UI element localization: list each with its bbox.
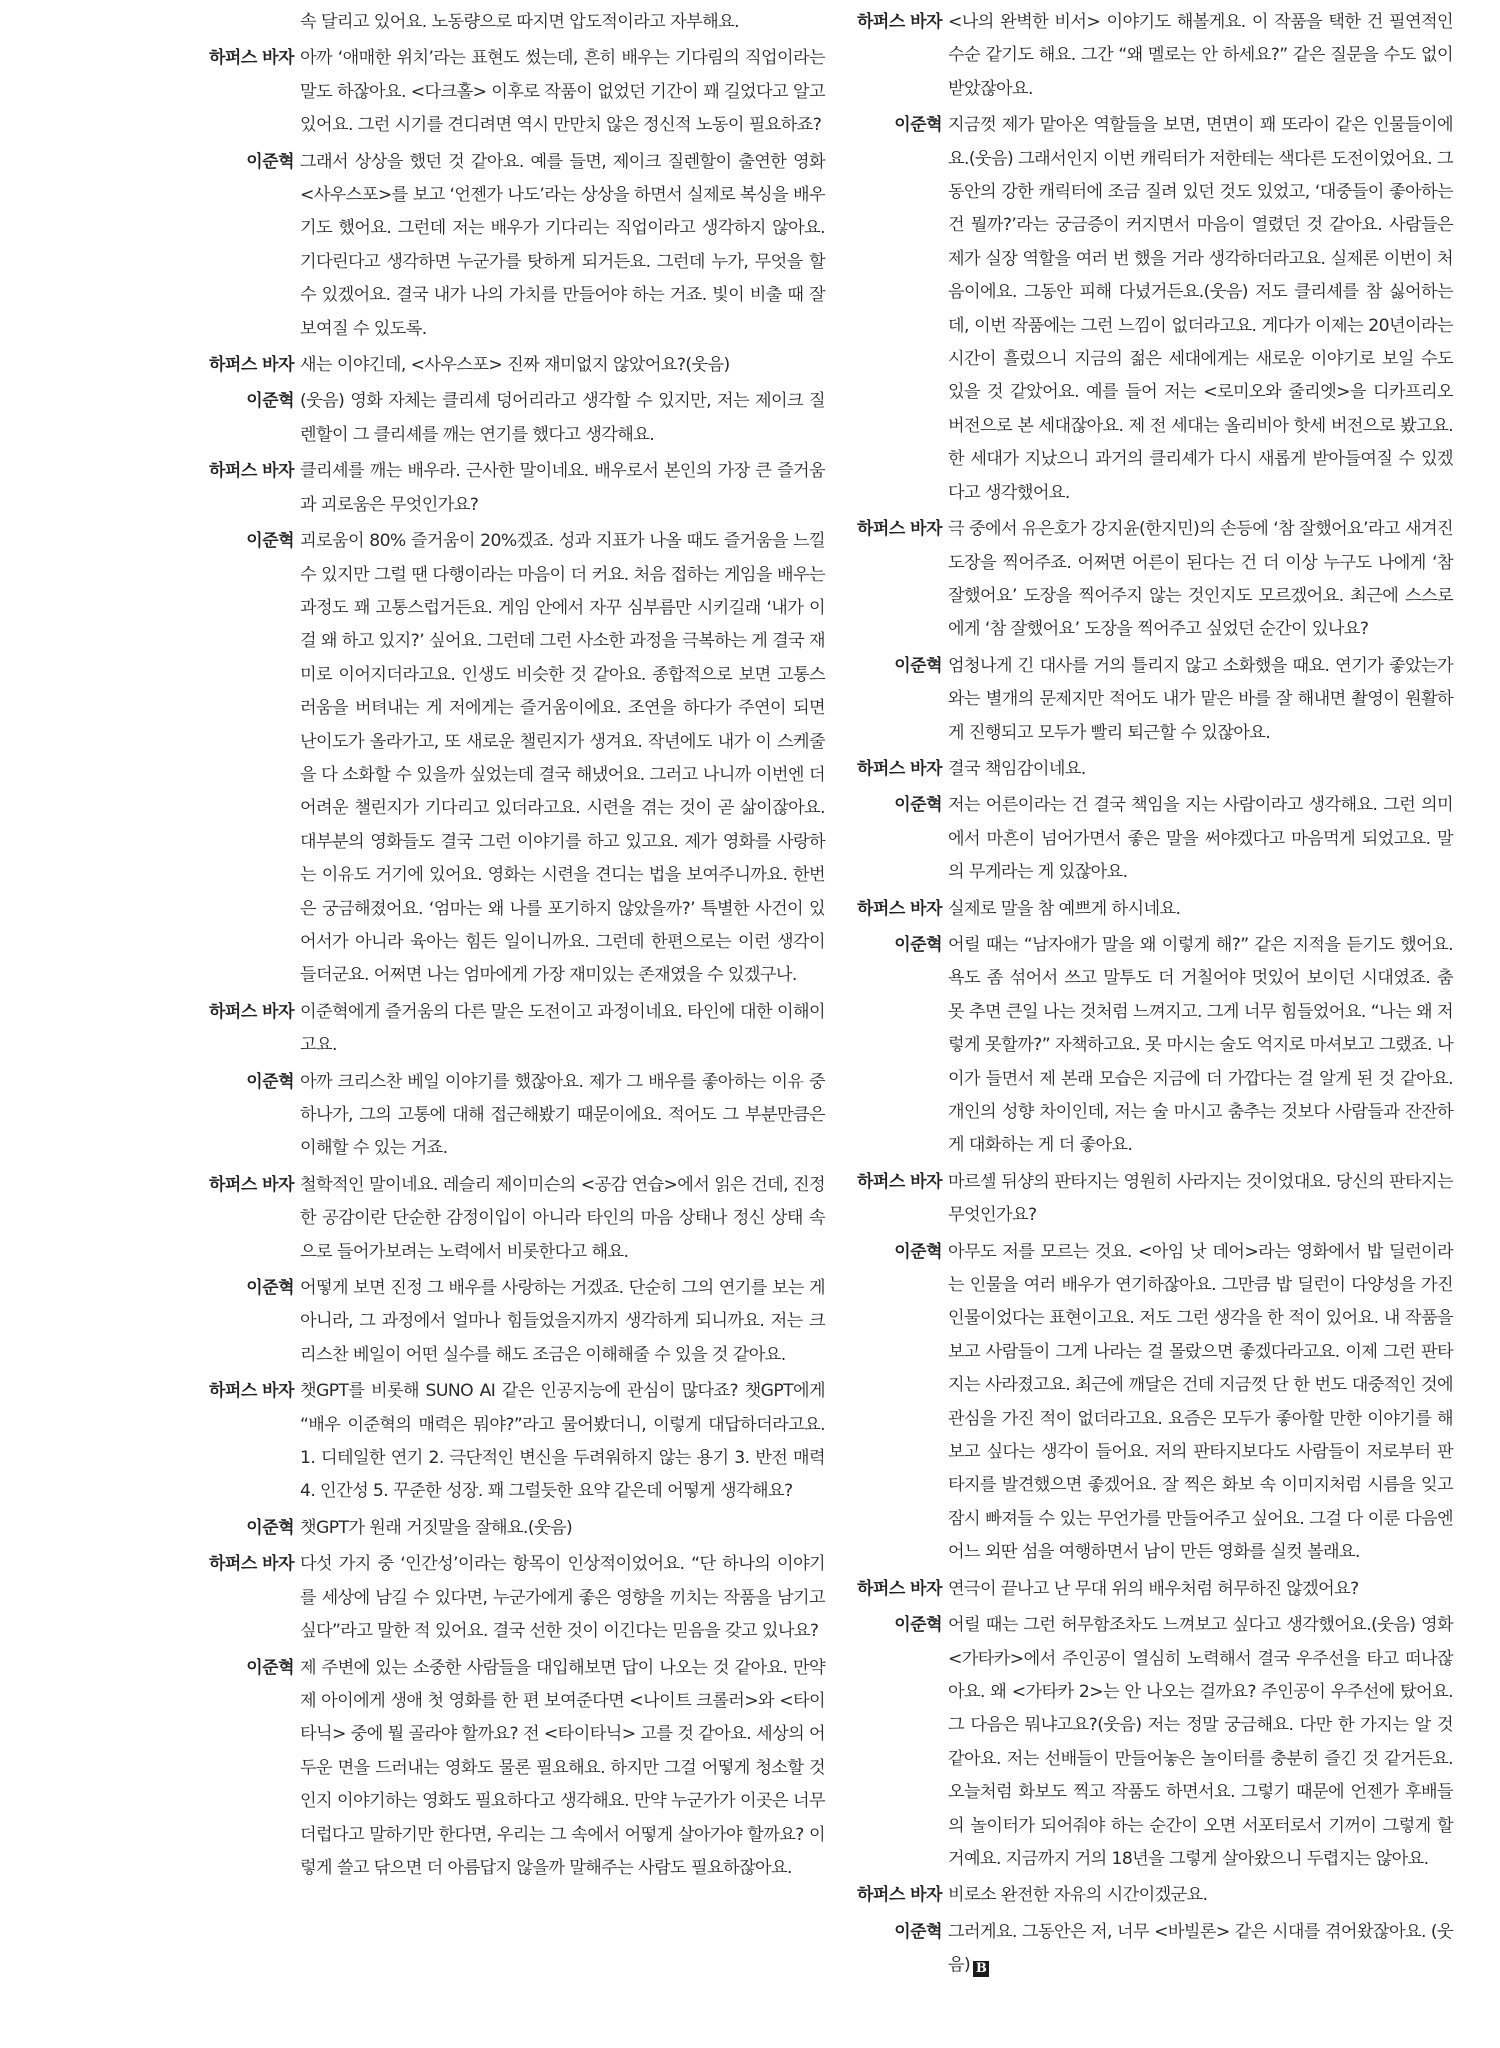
- question-text: [942, 513, 1453, 647]
- turn-text: 극 중에서 유은호가 강지윤(한지민)의 손등에 ‘참 잘했어요’라고 새겨진 도장을 찍어주죠. 어쩌면 어른이 된다는 건 더 이상 누구도 나에게 ‘참 잘했어요’ 도장을 찍어주지 않는 것인지도 모르겠어요. 최근에 스스로에게 ‘참 잘했어요’ 도장을 찍어주고 싶었던 순간이 있나요?: [948, 519, 1453, 640]
- right-turns: [848, 6, 1453, 1983]
- speaker-label-harpers: 하퍼스 바자: [208, 1001, 294, 1022]
- turn-text: 제 주변에 있는 소중한 사람들을 대입해보면 답이 나오는 것 같아요. 만약 제 아이에게 생애 첫 영화를 한 편 보여준다면 <나이트 크롤러>와 <타이타닉> 중에 뭘 골라야 할까요? 전 <타이타닉> 고를 것 같아요. 세상의 어두운 면을 드러내는 영화도 물론 필요해요. 하지만 그걸 어떻게 청소할 것인지 이야기하는 영화도 필요하다고 생각해요. 만약 누군가가 이곳은 너무 더럽다고 말하기만 한다면, 우리는 그 속에서 어떻게 살아가야 할까요? 이렇게 쓸고 닦으면 더 아름답지 않을까 말해주는 사람도 필요하잖아요.: [300, 1657, 825, 1878]
- turn-text: 비로소 완전한 자유의 시간이겠군요.: [948, 1885, 1208, 1906]
- interview-turn: [848, 1916, 1453, 1983]
- answer-text: [294, 1272, 825, 1372]
- turn-text: 아무도 저를 모르는 것요. <아임 낫 데어>라는 영화에서 밥 딜런이라는 인물을 여러 배우가 연기하잖아요. 그만큼 밥 딜런이 다양성을 가진 인물이었다는 표현이고요. 저도 그런 생각을 한 적이 있어요. 내 작품을 보고 사람들이 그게 나라는 걸 몰랐으면 좋겠다라고요. 이제 그런 판타지는 사라졌고요. 최근에 깨달은 건데 지금껏 단 한 번도 대중적인 것에 관심을 가진 적이 없더라고요. 요즘은 모두가 좋아할 만한 이야기를 해보고 싶다는 생각이 들어요. 저의 판타지보다도 사람들이 저로부터 판타지를 발견했으면 좋겠어요. 잘 찍은 화보 속 이미지처럼 시름을 잊고 잠시 빠져들 수 있는 무언가를 만들어주고 싶어요. 그걸 다 이룬 다음엔 어느 외딴 섬을 여행하면서 남이 만든 영화를 실컷 볼래요.: [948, 1241, 1453, 1563]
- interview-turn: [200, 42, 825, 142]
- right-column: [848, 6, 1453, 1986]
- turn-text: 어릴 때는 그런 허무함조차도 느껴보고 싶다고 생각했어요.(웃음) 영화 <가타카>에서 주인공이 열심히 노력해서 결국 우주선을 타고 떠나잖아요. 왜 <가타카 2>는 안 나오는 걸까요? 주인공이 우주선에 탔어요. 그 다음은 뭐냐고요?(웃음) 저는 정말 궁금해요. 다만 한 가지는 알 것 같아요. 저는 선배들이 만들어놓은 놀이터를 충분히 즐긴 것 같거든요. 오늘처럼 화보도 찍고 작품도 하면서요. 그렇기 때문에 언젠가 후배들의 놀이터가 되어줘야 하는 순간이 오면 서포터로서 기꺼이 그렇게 할 거예요. 지금까지 거의 18년을 그렇게 살아왔으니 두렵지는 않아요.: [948, 1615, 1453, 1869]
- question-text: [294, 1169, 825, 1269]
- question-text: [942, 753, 1453, 786]
- speaker-label-harpers: 하퍼스 바자: [208, 1554, 294, 1575]
- continuation-text: 속 달리고 있어요. 노동량으로 따지면 압도적이라고 자부해요.: [300, 12, 739, 32]
- answer-text: [942, 1916, 1453, 1983]
- turn-text: 결국 책임감이네요.: [948, 758, 1086, 779]
- interview-turn: [200, 1512, 825, 1545]
- interview-turn: [200, 1066, 825, 1166]
- interview-turn: [848, 1879, 1453, 1912]
- turn-text: 엄청나게 긴 대사를 거의 틀리지 않고 소화했을 때요. 연기가 좋았는가와는 별개의 문제지만 적어도 내가 맡은 바를 잘 해내면 촬영이 원활하게 진행되고 모두가 빨리 퇴근할 수 있잖아요.: [948, 655, 1453, 743]
- answer-text: [294, 1512, 825, 1545]
- speaker-label-interviewee: 이준혁: [894, 795, 942, 816]
- speaker-label-harpers: 하퍼스 바자: [856, 758, 942, 779]
- turn-text: 철학적인 말이네요. 레슬리 제이미슨의 <공감 연습>에서 읽은 건데, 진정한 공감이란 단순한 감정이입이 아니라 타인의 마음 상태나 정신 상태 속으로 들어가보려는 노력에서 비롯한다고 해요.: [300, 1174, 825, 1262]
- question-text: [294, 996, 825, 1063]
- interview-turn: [848, 109, 1453, 510]
- answer-text: [294, 525, 825, 993]
- turn-text: 괴로움이 80% 즐거움이 20%겠죠. 성과 지표가 나올 때도 즐거움을 느낄 수 있지만 그럴 땐 다행이라는 마음이 더 커요. 처음 접하는 게임을 배우는 과정도 꽤 고통스럽거든요. 게임 안에서 자꾸 심부름만 시키길래 ‘내가 이걸 왜 하고 있지?’ 싶어요. 그런데 그런 사소한 과정을 극복하는 게 결국 재미로 이어지더라고요. 인생도 비슷한 것 같아요. 종합적으로 보면 고통스러움을 버텨내는 게 저에게는 즐거움이에요. 조연을 하다가 주연이 되면 난이도가 올라가고, 또 새로운 챌린지가 생겨요. 작년에도 내가 이 스케줄을 다 소화할 수 있을까 싶었는데 결국 해냈어요. 그러고 나니까 이번엔 더 어려운 챌린지가 기다리고 있더라고요. 시련을 겪는 것이 곧 삶이잖아요. 대부분의 영화들도 결국 그런 이야기를 하고 있고요. 제가 영화를 사랑하는 이유도 거기에 있어요. 영화는 시련을 견디는 법을 보여주니까요. 한번은 궁금해졌어요. ‘엄마는 왜 나를 포기하지 않았을까?’ 특별한 사건이 있어서가 아니라 육아는 힘든 일이니까요. 그런데 한편으로는 이런 생각이 들더군요. 어쩌면 나는 엄마에게 가장 재미있는 존재였을 수 있겠구나.: [300, 531, 825, 986]
- continuation-paragraph: [200, 6, 825, 39]
- answer-text: [294, 146, 825, 346]
- question-text: [942, 1879, 1453, 1912]
- question-text: [294, 1375, 825, 1509]
- answer-text: [942, 1609, 1453, 1876]
- turn-text: 챗GPT가 원래 거짓말을 잘해요.(웃음): [300, 1517, 573, 1538]
- interview-turn: [848, 1166, 1453, 1233]
- question-text: [942, 1573, 1453, 1606]
- interview-turn: [848, 6, 1453, 106]
- turn-text: 마르셀 뒤샹의 판타지는 영원히 사라지는 것이었대요. 당신의 판타지는 무엇인가요?: [948, 1171, 1453, 1226]
- question-text: [294, 455, 825, 522]
- speaker-label-interviewee: 이준혁: [894, 115, 942, 136]
- turn-text: 실제로 말을 참 예쁘게 하시네요.: [948, 898, 1181, 919]
- speaker-label-interviewee: 이준혁: [246, 151, 294, 172]
- interview-turn: [200, 525, 825, 993]
- speaker-label-interviewee: 이준혁: [894, 1241, 942, 1262]
- interview-turn: [200, 146, 825, 346]
- speaker-label-harpers: 하퍼스 바자: [856, 1885, 942, 1906]
- speaker-label-harpers: 하퍼스 바자: [856, 12, 942, 32]
- end-mark-icon: B: [973, 1961, 989, 1977]
- interview-turn: [848, 789, 1453, 889]
- speaker-label-harpers: 하퍼스 바자: [208, 1381, 294, 1402]
- interview-turn: [848, 929, 1453, 1163]
- question-text: [942, 6, 1453, 106]
- speaker-label-harpers: 하퍼스 바자: [208, 48, 294, 69]
- turn-text: 어떻게 보면 진정 그 배우를 사랑하는 거겠죠. 단순히 그의 연기를 보는 게 아니라, 그 과정에서 얼마나 힘들었을지까지 생각하게 되니까요. 저는 크리스찬 베일이 어떤 실수를 해도 조금은 이해해줄 수 있을 것 같아요.: [300, 1278, 825, 1365]
- speaker-label-interviewee: 이준혁: [894, 1615, 942, 1636]
- speaker-label-interviewee: 이준혁: [894, 1921, 942, 1942]
- turn-text: 아까 ‘애매한 위치’라는 표현도 썼는데, 흔히 배우는 기다림의 직업이라는 말도 하잖아요. <다크홀> 이후로 작품이 없었던 기간이 꽤 길었다고 알고 있어요. 그런 시기를 견디려면 역시 만만치 않은 정신적 노동이 필요하죠?: [300, 48, 825, 136]
- speaker-label-harpers: 하퍼스 바자: [208, 1174, 294, 1195]
- interview-turn: [200, 1169, 825, 1269]
- speaker-label-interviewee: 이준혁: [246, 1278, 294, 1299]
- speaker-label-interviewee: 이준혁: [246, 391, 294, 412]
- interview-turn: [848, 650, 1453, 750]
- speaker-label-harpers: 하퍼스 바자: [208, 355, 294, 376]
- interview-turn: [848, 753, 1453, 786]
- interview-turn: [200, 1272, 825, 1372]
- interview-turn: [848, 1236, 1453, 1570]
- answer-text: [942, 1236, 1453, 1570]
- interview-turn: [200, 385, 825, 452]
- interview-turn: [200, 1548, 825, 1648]
- turn-text: 클리셰를 깨는 배우라. 근사한 말이네요. 배우로서 본인의 가장 큰 즐거움과 괴로움은 무엇인가요?: [300, 461, 825, 515]
- question-text: [294, 42, 825, 142]
- speaker-label-interviewee: 이준혁: [246, 531, 294, 552]
- answer-text: [294, 385, 825, 452]
- turn-text: 다섯 가지 중 ‘인간성’이라는 항목이 인상적이었어요. “단 하나의 이야기를 세상에 남길 수 있다면, 누군가에게 좋은 영향을 끼치는 작품을 남기고 싶다”라고 말한 적 있어요. 결국 선한 것이 이긴다는 믿음을 갖고 있나요?: [300, 1554, 825, 1642]
- question-text: [294, 1548, 825, 1648]
- interview-turn: [848, 893, 1453, 926]
- interview-turn: [200, 1652, 825, 1886]
- interview-turn: [848, 513, 1453, 647]
- interview-turn: [200, 996, 825, 1063]
- turn-text: (웃음) 영화 자체는 클리셰 덩어리라고 생각할 수 있지만, 저는 제이크 질렌할이 그 클리셰를 깨는 연기를 했다고 생각해요.: [300, 391, 825, 445]
- speaker-label-harpers: 하퍼스 바자: [856, 519, 942, 540]
- turn-text: 새는 이야긴데, <사우스포> 진짜 재미없지 않았어요?(웃음): [300, 355, 730, 376]
- interview-turn: [200, 349, 825, 382]
- interview-turn: [200, 1375, 825, 1509]
- turn-text: 그러게요. 그동안은 저, 너무 <바빌론> 같은 시대를 겪어왔잖아요. (웃음): [948, 1921, 1453, 1976]
- question-text: [942, 893, 1453, 926]
- turn-text: 연극이 끝나고 난 무대 위의 배우처럼 허무하진 않겠어요?: [948, 1578, 1359, 1599]
- turn-text: 어릴 때는 “남자애가 말을 왜 이렇게 해?” 같은 지적을 듣기도 했어요. 욕도 좀 섞어서 쓰고 말투도 더 거칠어야 멋있어 보이던 시대였죠. 춤 못 추면 큰일 나는 것처럼 느껴지고. 그게 너무 힘들었어요. “나는 왜 저렇게 못할까?” 자책하고요. 못 마시는 술도 억지로 마셔보고 그랬죠. 나이가 들면서 제 본래 모습은 지금에 더 가깝다는 걸 알게 된 것 같아요. 개인의 성향 차이인데, 저는 술 마시고 춤추는 것보다 사람들과 잔잔하게 대화하는 게 더 좋아요.: [948, 934, 1453, 1156]
- speaker-label-harpers: 하퍼스 바자: [856, 898, 942, 919]
- speaker-label-harpers: 하퍼스 바자: [208, 461, 294, 482]
- speaker-label-interviewee: 이준혁: [246, 1517, 294, 1538]
- answer-text: [294, 1652, 825, 1886]
- interview-turn: [848, 1609, 1453, 1876]
- question-text: [942, 1166, 1453, 1233]
- speaker-label-interviewee: 이준혁: [246, 1657, 294, 1678]
- interview-turn: [848, 1573, 1453, 1606]
- answer-text: [294, 1066, 825, 1166]
- speaker-label-interviewee: 이준혁: [246, 1071, 294, 1092]
- speaker-label-harpers: 하퍼스 바자: [856, 1171, 942, 1192]
- interview-turn: [200, 455, 825, 522]
- question-text: [294, 349, 825, 382]
- turn-text: 지금껏 제가 맡아온 역할들을 보면, 면면이 꽤 또라이 같은 인물들이에요.(웃음) 그래서인지 이번 캐릭터가 저한테는 색다른 도전이었어요. 그동안의 강한 캐릭터에 조금 질려 있던 것도 있었고, ‘대중들이 좋아하는 건 뭘까?’라는 궁금증이 커지면서 마음이 열렸던 것 같아요. 사람들은 제가 실장 역할을 여러 번 했을 거라 생각하더라고요. 실제론 이번이 처음이에요. 그동안 피해 다녔거든요.(웃음) 저도 클리셰를 참 싫어하는데, 이번 작품에는 그런 느낌이 없더라고요. 게다가 이제는 20년이라는 시간이 흘렀으니 지금의 젊은 세대에게는 새로운 이야기로 보일 수도 있을 것 같았어요. 예를 들어 저는 <로미오와 줄리엣>을 디카프리오 버전으로 본 세대잖아요. 제 전 세대는 올리비아 핫세 버전으로 봤고요. 한 세대가 지났으니 과거의 클리셰가 다시 새롭게 받아들여질 수 있겠다고 생각했어요.: [948, 115, 1453, 503]
- speaker-label-harpers: 하퍼스 바자: [856, 1578, 942, 1599]
- speaker-spacer: [200, 6, 294, 39]
- turn-text: 그래서 상상을 했던 것 같아요. 예를 들면, 제이크 질렌할이 출연한 영화 <사우스포>를 보고 ‘언젠가 나도’라는 상상을 하면서 실제로 복싱을 배우기도 했어요. 그런데 저는 배우가 기다리는 직업이라고 생각하지 않아요. 기다린다고 생각하면 누군가를 탓하게 되거든요. 그런데 누가, 무엇을 할 수 있겠어요. 결국 내가 나의 가치를 만들어야 하는 거죠. 빛이 비출 때 잘 보여질 수 있도록.: [300, 151, 825, 339]
- answer-text: [942, 929, 1453, 1163]
- turn-text: <나의 완벽한 비서> 이야기도 해볼게요. 이 작품을 택한 건 필연적인 수순 같기도 해요. 그간 “왜 멜로는 안 하세요?” 같은 질문을 수도 없이 받았잖아요.: [948, 12, 1453, 99]
- left-turns: [200, 42, 825, 1885]
- answer-text: [942, 789, 1453, 889]
- turn-text: 이준혁에게 즐거움의 다른 말은 도전이고 과정이네요. 타인에 대한 이해이고요.: [300, 1001, 825, 1056]
- turn-text: 아까 크리스찬 베일 이야기를 했잖아요. 제가 그 배우를 좋아하는 이유 중 하나가, 그의 고통에 대해 접근해봤기 때문이에요. 적어도 그 부분만큼은 이해할 수 있는 거죠.: [300, 1071, 825, 1159]
- speaker-label-interviewee: 이준혁: [894, 655, 942, 676]
- answer-text: [942, 109, 1453, 510]
- left-column: [200, 6, 825, 1888]
- turn-text: 저는 어른이라는 건 결국 책임을 지는 사람이라고 생각해요. 그런 의미에서 마흔이 넘어가면서 좋은 말을 써야겠다고 마음먹게 되었고요. 말의 무게라는 게 있잖아요.: [948, 795, 1453, 883]
- speaker-label-interviewee: 이준혁: [894, 934, 942, 955]
- answer-text: [942, 650, 1453, 750]
- turn-text: 챗GPT를 비롯해 SUNO AI 같은 인공지능에 관심이 많다죠? 챗GPT에게 “배우 이준혁의 매력은 뭐야?”라고 물어봤더니, 이렇게 대답하더라고요. 1. 디테일한 연기 2. 극단적인 변신을 두려워하지 않는 용기 3. 반전 매력 4. 인간성 5. 꾸준한 성장. 꽤 그럴듯한 요약 같은데 어떻게 생각해요?: [300, 1381, 825, 1502]
